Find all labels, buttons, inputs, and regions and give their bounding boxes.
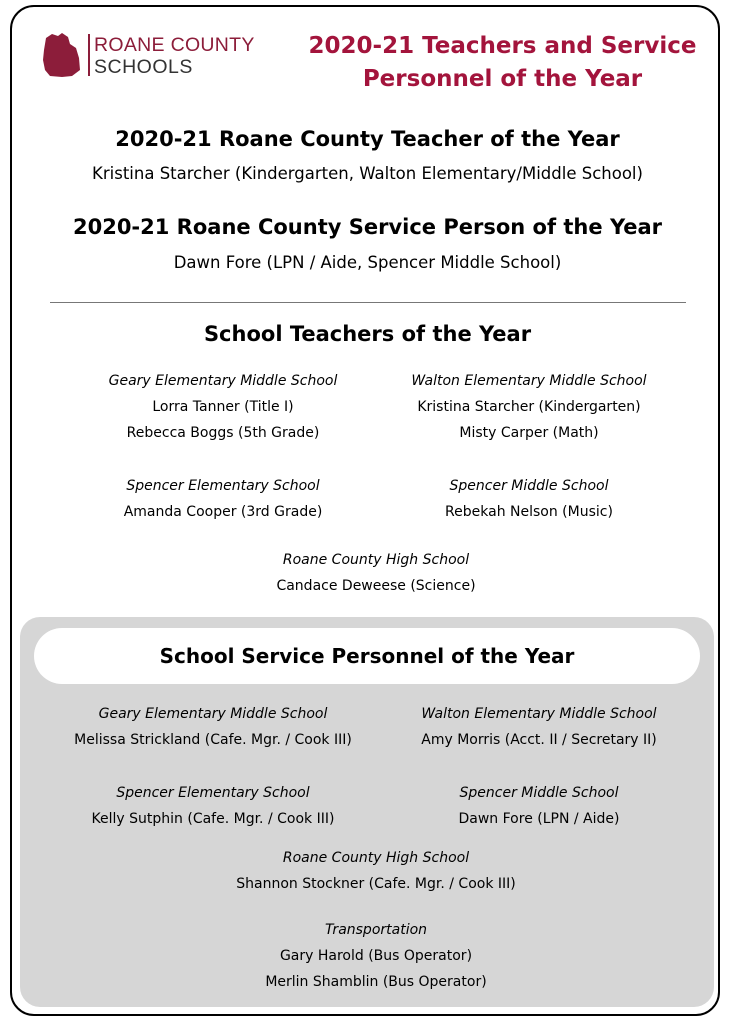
teacher-school-block bbox=[364, 368, 694, 446]
person-name: Amanda Cooper (3rd Grade) bbox=[123, 504, 323, 520]
person-name: Rebecca Boggs (5th Grade) bbox=[126, 425, 320, 441]
person-name: Kristina Starcher (Kindergarten) bbox=[417, 399, 641, 415]
person-name: Rebekah Nelson (Music) bbox=[445, 504, 613, 520]
person-name: Kelly Sutphin (Cafe. Mgr. / Cook III) bbox=[91, 811, 335, 827]
service-school-block bbox=[374, 780, 704, 832]
person-name: Melissa Strickland (Cafe. Mgr. / Cook III) bbox=[74, 732, 352, 748]
teacher-school-block bbox=[58, 473, 388, 525]
county-map-icon bbox=[42, 32, 82, 78]
teacher-school-block bbox=[364, 473, 694, 525]
school-name: Spencer Middle School bbox=[449, 478, 609, 494]
logo-text-line1: ROANE COUNTY bbox=[94, 34, 255, 56]
service-school-block bbox=[211, 845, 541, 897]
school-name: Spencer Elementary School bbox=[116, 785, 310, 801]
logo-text-line2: SCHOOLS bbox=[94, 56, 193, 78]
service-heading: School Service Personnel of the Year bbox=[34, 628, 700, 684]
roane-county-schools-logo bbox=[42, 32, 302, 80]
teacher-school-block bbox=[58, 368, 388, 446]
person-name: Amy Morris (Acct. II / Secretary II) bbox=[421, 732, 657, 748]
service-school-block bbox=[374, 701, 704, 753]
school-name: Walton Elementary Middle School bbox=[421, 706, 657, 722]
person-name: Gary Harold (Bus Operator) bbox=[279, 948, 473, 964]
school-name: Geary Elementary Middle School bbox=[108, 373, 338, 389]
person-name: Merlin Shamblin (Bus Operator) bbox=[265, 974, 487, 990]
school-name: Spencer Middle School bbox=[459, 785, 619, 801]
teachers-heading: School Teachers of the Year bbox=[203, 322, 532, 346]
person-name: Dawn Fore (LPN / Aide) bbox=[458, 811, 620, 827]
county-service-name: Dawn Fore (LPN / Aide, Spencer Middle School) bbox=[173, 253, 562, 272]
service-school-block bbox=[48, 701, 378, 753]
service-school-block bbox=[48, 780, 378, 832]
person-name: Misty Carper (Math) bbox=[459, 425, 599, 441]
service-school-block bbox=[211, 917, 541, 995]
person-name: Shannon Stockner (Cafe. Mgr. / Cook III) bbox=[236, 876, 516, 892]
logo-divider bbox=[88, 34, 90, 76]
school-name: Spencer Elementary School bbox=[126, 478, 320, 494]
school-name: Walton Elementary Middle School bbox=[411, 373, 647, 389]
section-divider bbox=[50, 302, 686, 303]
county-teacher-name: Kristina Starcher (Kindergarten, Walton Elementary/Middle School) bbox=[92, 164, 643, 183]
school-name: Geary Elementary Middle School bbox=[98, 706, 328, 722]
school-name: Roane County High School bbox=[282, 850, 470, 866]
school-name: Roane County High School bbox=[282, 552, 470, 568]
page-title: 2020-21 Teachers and Service Personnel of the Year bbox=[308, 33, 697, 92]
school-name: Transportation bbox=[324, 922, 428, 938]
county-teacher-heading: 2020-21 Roane County Teacher of the Year bbox=[115, 127, 620, 151]
teacher-school-block bbox=[211, 547, 541, 599]
person-name: Lorra Tanner (Title I) bbox=[152, 399, 294, 415]
county-service-heading: 2020-21 Roane County Service Person of the Year bbox=[72, 215, 662, 239]
person-name: Candace Deweese (Science) bbox=[276, 578, 476, 594]
